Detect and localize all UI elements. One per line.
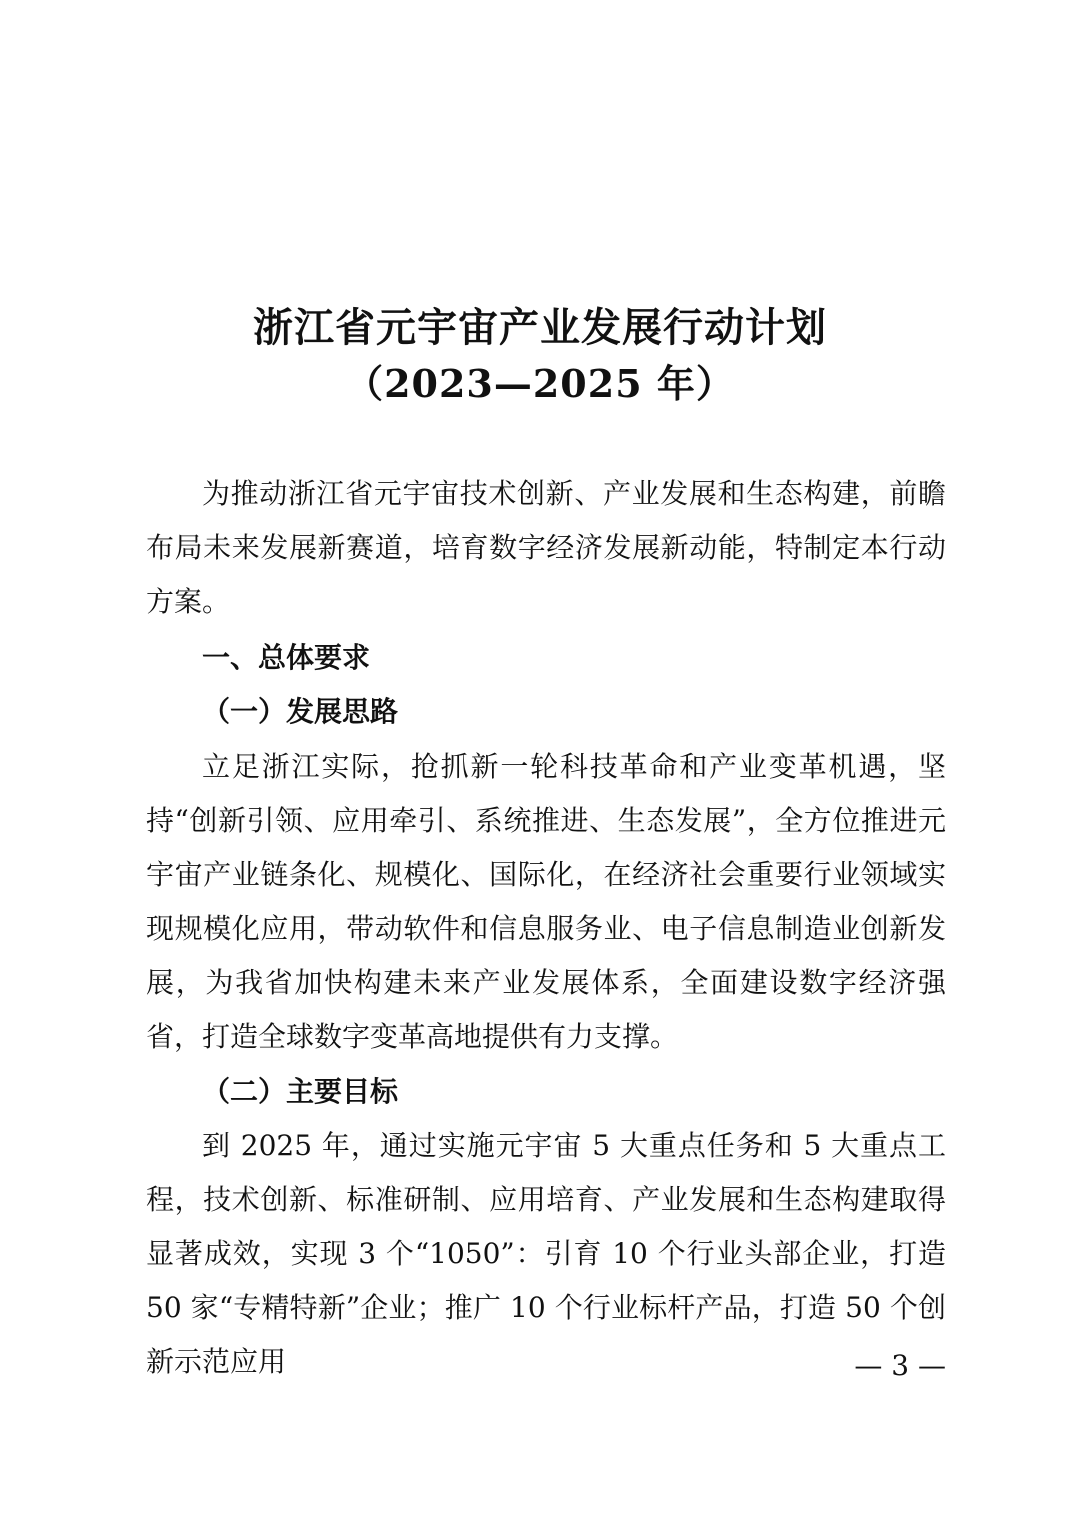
subsection-heading-main-goals: （二）主要目标	[202, 1075, 399, 1108]
document-subtitle: （2023—2025 年）	[345, 361, 735, 406]
subsection-heading-development-approach: （一）发展思路	[202, 695, 399, 728]
intro-paragraph: 为推动浙江省元宇宙技术创新、产业发展和生态构建，前瞻布局未来发展新赛道，培育数字经济发展新动能，特制定本行动方案。	[146, 477, 946, 618]
development-approach-paragraph: 立足浙江实际，抢抓新一轮科技革命和产业变革机遇，坚持“创新引领、应用牵引、系统推进、生态发展”，全方位推进元宇宙产业链条化、规模化、国际化，在经济社会重要行业领域实现规模化应用，带动软件和信息服务业、电子信息制造业创新发展，为我省加快构建未来产业发展体系，全面建设数字经济强省，打造全球数字变革高地提供有力支撑。	[146, 750, 946, 1053]
main-goals-paragraph: 到 2025 年，通过实施元宇宙 5 大重点任务和 5 大重点工程，技术创新、标准研制、应用培育、产业发展和生态构建取得显著成效，实现 3 个“1050”：引育 10 个行业头部企业，打造 50 家“专精特新”企业；推广 10 个行业标杆产品，打造 50 个创新示范应用	[146, 1129, 946, 1378]
section-heading-general-requirements: 一、总体要求	[202, 641, 371, 674]
page-number: — 3 —	[854, 1349, 946, 1382]
document-title: 浙江省元宇宙产业发展行动计划	[253, 304, 827, 351]
